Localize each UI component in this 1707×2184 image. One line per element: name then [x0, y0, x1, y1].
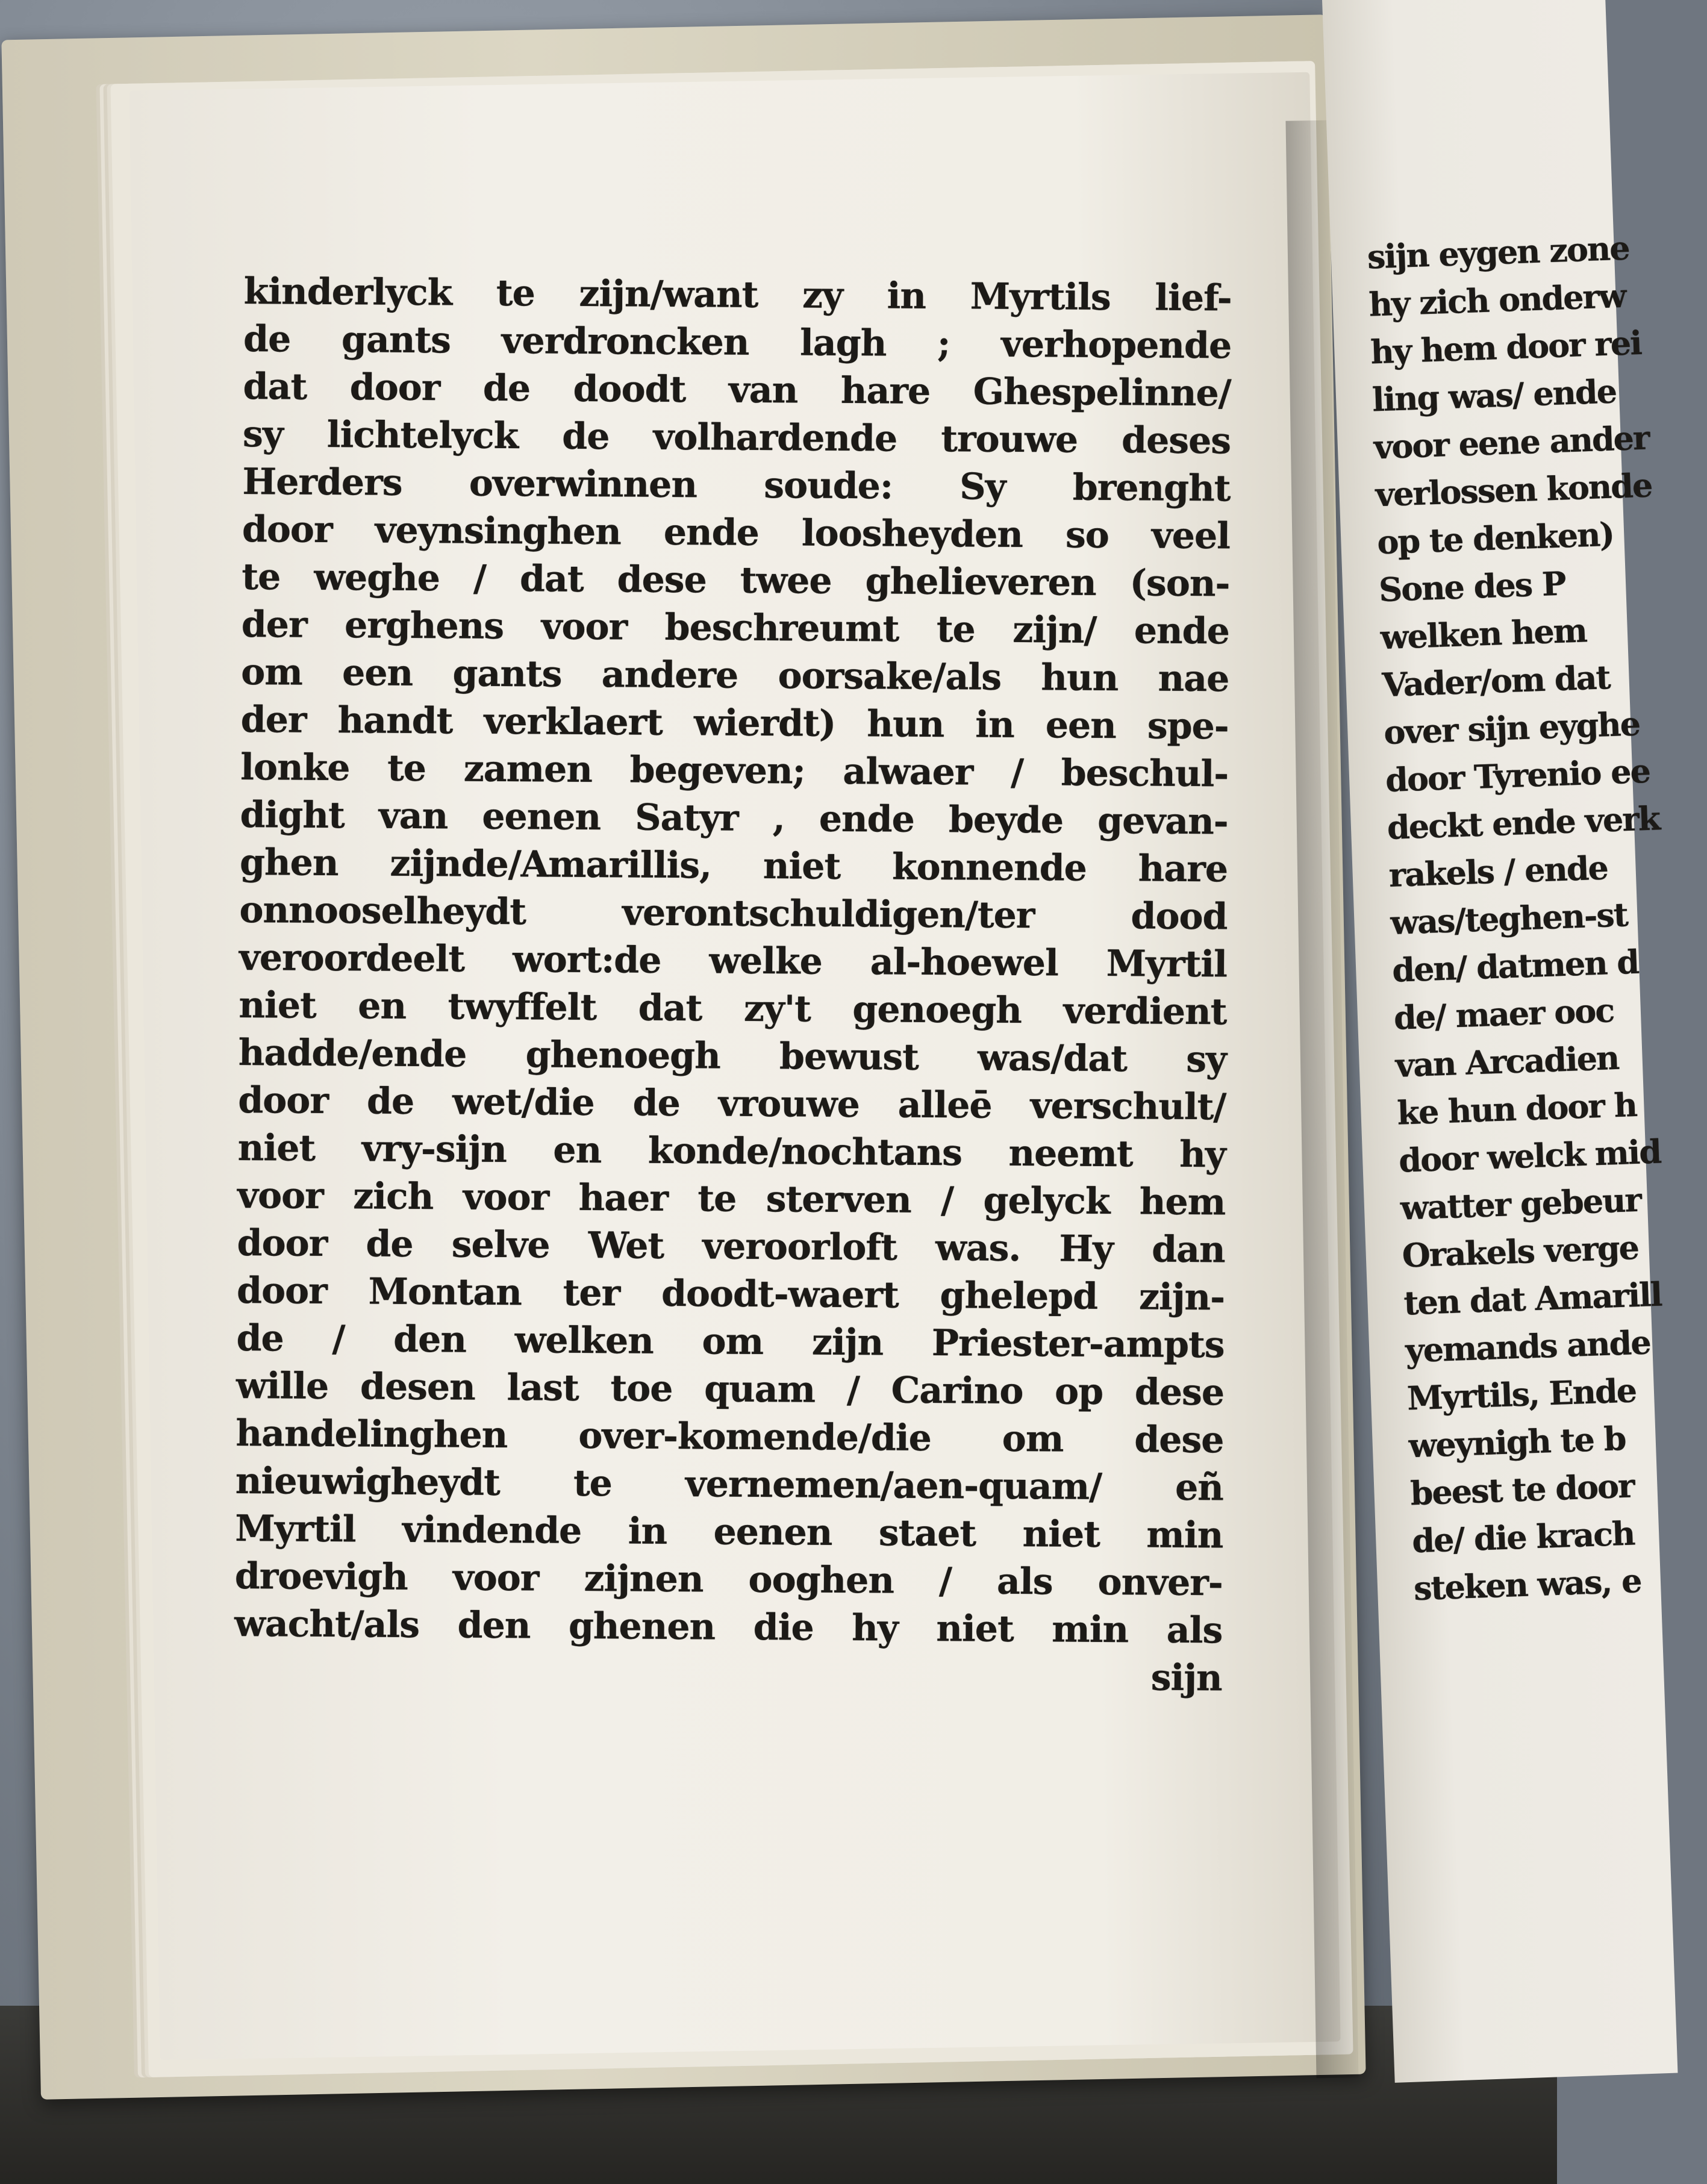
text-line: kinderlyck te zijn/want zy in Myrtils lief- — [243, 270, 1232, 320]
text-line: Myrtil vindende in eenen staet niet min — [235, 1507, 1223, 1557]
text-line: ghen zijnde/Amarillis, niet konnende hare — [239, 841, 1228, 891]
text-line: verlossen konde — [1375, 466, 1653, 514]
text-line: wacht/als den ghenen die hy niet min als — [234, 1602, 1223, 1652]
text-line: weynigh te b — [1408, 1418, 1626, 1465]
text-line: hadde/ende ghenoegh bewust was/dat sy — [238, 1031, 1227, 1081]
text-line: Myrtils, Ende — [1406, 1371, 1637, 1418]
text-line: ling was/ ende — [1372, 372, 1617, 419]
text-line: wille desen last toe quam / Carino op dese — [236, 1364, 1225, 1414]
text-line: droevigh voor zijnen ooghen / als onver- — [234, 1555, 1223, 1605]
text-line: door veynsinghen ende loosheyden so veel — [242, 508, 1231, 558]
text-line: deckt ende verk — [1386, 799, 1661, 847]
text-line: was/teghen-st — [1390, 895, 1628, 942]
text-line: niet en twyffelt dat zy't genoegh verdient — [239, 984, 1227, 1034]
text-line: dight van eenen Satyr , ende beyde gevan- — [240, 793, 1228, 843]
text-line: door de wet/die de vrouwe alleē verschult/ — [238, 1079, 1226, 1129]
text-line: te weghe / dat dese twee ghelieveren (son- — [242, 555, 1230, 605]
text-line: door welck mid — [1398, 1132, 1662, 1180]
text-line: lonke te zamen begeven; alwaer / beschul- — [240, 746, 1229, 796]
text-line: sy lichtelyck de volhardende trouwe deses — [242, 413, 1231, 463]
text-line: der handt verklaert wierdt) hun in een spe- — [240, 698, 1229, 748]
text-line: watter gebeur — [1399, 1180, 1641, 1228]
text-line: ten dat Amarill — [1403, 1275, 1662, 1323]
text-line: veroordeelt wort:de welke al-hoewel Myrtil — [239, 936, 1228, 986]
text-line: handelinghen over-komende/die om dese — [236, 1412, 1224, 1462]
text-line: Sone des P — [1378, 564, 1566, 610]
text-line: hy hem door rei — [1370, 323, 1642, 372]
catchword: sijn — [1150, 1656, 1222, 1700]
text-line: over sijn eyghe — [1383, 704, 1640, 752]
text-line: niet vry-sijn en konde/nochtans neemt hy — [237, 1126, 1226, 1176]
text-line: yemands ande — [1405, 1323, 1651, 1370]
text-line: hy zich onderw — [1368, 276, 1626, 324]
text-line: van Arcadien — [1394, 1038, 1620, 1085]
text-line: rakels / ende — [1388, 848, 1608, 894]
text-line: door Montan ter doodt-waert ghelepd zijn- — [236, 1269, 1225, 1319]
text-line: door de selve Wet veroorloft was. Hy dan — [237, 1221, 1225, 1271]
text-line: de / den welken om zijn Priester-ampts — [236, 1317, 1225, 1367]
text-line: den/ datmen d — [1391, 942, 1640, 990]
text-line: dat door de doodt van hare Ghespelinne/ — [243, 365, 1231, 415]
text-line: Orakels verge — [1401, 1228, 1639, 1275]
text-line: ke hun door h — [1396, 1085, 1637, 1132]
right-page-text — [1367, 225, 1668, 1612]
text-line: steken was, e — [1413, 1561, 1642, 1608]
text-line: om een gants andere oorsake/als hun nae — [241, 651, 1229, 700]
left-page-text — [234, 268, 1232, 1702]
text-line: welken hem — [1379, 611, 1587, 657]
text-line: de/ maer ooc — [1393, 991, 1615, 1037]
text-line: sijn eygen zone — [1366, 228, 1630, 276]
text-line: der erghens voor beschreumt te zijn/ ende — [241, 603, 1230, 653]
text-line: de gants verdroncken lagh ; verhopende — [243, 317, 1232, 367]
text-line: voor eene ander — [1373, 418, 1650, 467]
text-line: door Tyrenio ee — [1385, 751, 1650, 800]
text-line: beest te door — [1409, 1466, 1635, 1513]
text-line: onnooselheydt verontschuldigen/ter dood — [239, 888, 1228, 938]
text-line: Vader/om dat — [1381, 658, 1611, 705]
text-line: de/ die krach — [1411, 1514, 1635, 1561]
text-line: nieuwigheydt te vernemen/aen-quam/ eñ — [235, 1459, 1224, 1509]
text-line: Herders overwinnen soude: Sy brenght — [242, 460, 1231, 510]
text-line: voor zich voor haer te sterven / gelyck hem — [237, 1174, 1226, 1224]
text-line: op te denken) — [1376, 514, 1614, 562]
